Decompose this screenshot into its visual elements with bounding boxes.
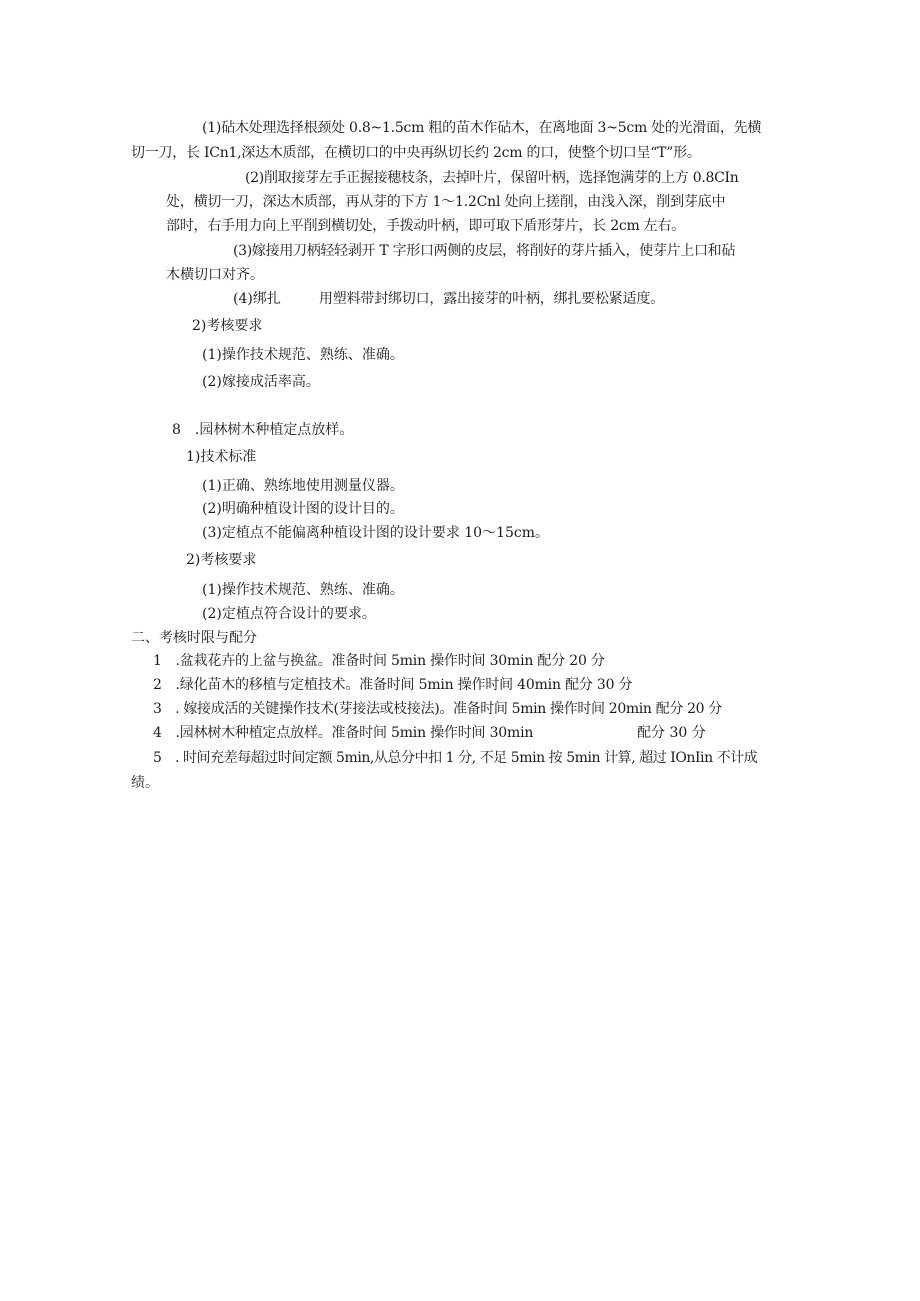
list-item: 配分 30 分 (637, 725, 706, 741)
list-item: (2)明确种植设计图的设计目的。 (202, 501, 404, 517)
paragraph-line: (1)砧木处理选择根颈处 0.8~1.5cm 粗的苗木作砧木，在离地面 3~5cm 处的光滑面，先横 (202, 120, 762, 136)
paragraph-line: 木横切口对齐。 (166, 267, 264, 283)
paragraph-line: 处，横切一刀，深达木质部，再从芽的下方 1～1.2Cnl 处向上搓削，由浅入深，削到芽底中 (166, 194, 726, 210)
paragraph-line: (2)削取接芽左手正握接穗枝条，去掉叶片，保留叶柄，选择饱满芽的上方 0.8CIn (245, 170, 739, 186)
paragraph-line: 切一刀，长 ICn1,深达木质部，在横切口的中央再纵切长约 2cm 的口，使整个切口呈“T”形。 (131, 145, 701, 161)
list-item: 4 .园林树木种植定点放样。准备时间 5min 操作时间 30min (153, 725, 534, 741)
list-item: 1 .盆栽花卉的上盆与换盆。准备时间 5min 操作时间 30min 配分 20 分 (153, 653, 605, 669)
list-item: (1)正确、熟练地使用测量仪器。 (202, 478, 404, 494)
list-item: (1)操作技术规范、熟练、准确。 (202, 582, 404, 598)
list-item: (3)定植点不能偏离种植设计图的设计要求 10～15cm。 (202, 525, 550, 541)
list-item: 3 . 嫁接成活的关键操作技术(芽接法或枝接法)。准备时间 5min 操作时间 20min 配分 20 分 (153, 701, 722, 717)
chapter-heading: 二、考核时限与配分 (131, 630, 257, 646)
list-item: (2)嫁接成活率高。 (202, 374, 320, 390)
list-item: 5 . 时间充差每超过时间定额 5min,从总分中扣 1 分, 不足 5min 按 5min 计算, 超过 IOnIin 不计成 (153, 750, 758, 766)
list-item: 2 .绿化苗木的移植与定植技术。准备时间 5min 操作时间 40min 配分 30 分 (153, 677, 633, 693)
section-heading: 2)考核要求 (186, 552, 257, 568)
list-item: (1)操作技术规范、熟练、准确。 (202, 347, 404, 363)
list-item: (2)定植点符合设计的要求。 (202, 606, 376, 622)
paragraph-line: 部时，右手用力向上平削到横切处，手拨动叶柄，即可取下盾形芽片，长 2cm 左右。 (166, 218, 685, 234)
list-item: 绩。 (131, 775, 159, 791)
paragraph-line: (3)嫁接用刀柄轻轻剥开 T 字形口两侧的皮层，将削好的芽片插入，使芽片上口和砧 (233, 243, 736, 259)
paragraph-line: (4)绑扎 (233, 291, 281, 307)
section-heading: 8 .园林树木种植定点放样。 (172, 422, 354, 438)
section-heading: 1)技术标准 (186, 449, 257, 465)
section-heading: 2)考核要求 (192, 318, 263, 334)
paragraph-line: 用塑料带封绑切口，露出接芽的叶柄，绑扎要松紧适度。 (319, 291, 664, 307)
